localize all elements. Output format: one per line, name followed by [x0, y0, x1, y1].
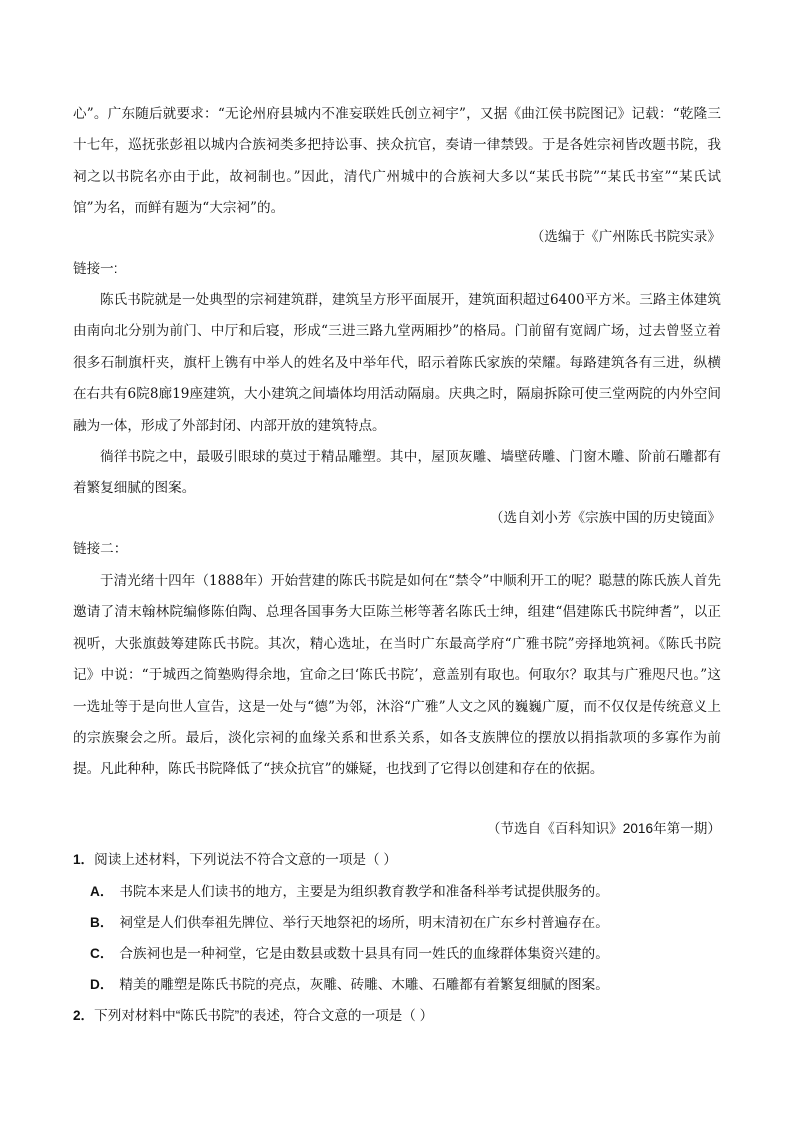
question-1 — [73, 850, 397, 870]
link1-paragraph-2: 徜徉书院之中，最吸引眼球的莫过于精品雕塑。其中，屋顶灰雕、墙壁砖雕、门窗木雕、阶前石雕都有着繁复细腻的图案。 — [73, 449, 721, 497]
option-b-text: 祠堂是人们供奉祖先牌位、举行天地祭祀的场所，明末清初在广东乡村普遍存在。 — [119, 915, 609, 930]
link1-paragraph-1: 陈氏书院就是一处典型的宗祠建筑群，建筑呈方形平面展开，建筑面积超过6400平方米。三路主体建筑由南向北分别为前门、中厅和后寝，形成“三进三路九堂两厢抄”的格局。门前留有宽阔广场，过去曾竖立着很多石制旗杆夹，旗杆上镌有中举人的姓名及中举年代，昭示着陈氏家族的荣耀。每路建筑各有三进，纵横在右共有6院8廊19座建筑，大小建筑之间墙体均用活动隔扇。庆典之时，隔扇拆除可使三堂两院的内外空间融为一体，形成了外部封闭、内部开放的建筑特点。 — [73, 292, 721, 434]
option-b-letter: B． — [90, 915, 114, 930]
option-d-letter: D． — [90, 977, 114, 992]
question-2-stem: 下列对材料中“陈氏书院”的表述，符合文意的一项是（ ） — [94, 1008, 434, 1023]
link1-source: （选自刘小芳《宗族中国的历史镜面》 — [489, 510, 721, 525]
intro-source: （选编于《广州陈氏书院实录》 — [530, 229, 721, 244]
question-2-number: 2． — [73, 1008, 95, 1023]
option-c — [90, 944, 609, 964]
option-a-letter: A． — [90, 884, 114, 899]
link2-source: （节选自《百科知识》2016年第一期） — [486, 821, 721, 836]
option-a-text: 书院本来是人们读书的地方，主要是为组织教育教学和准备科举考试提供服务的。 — [119, 884, 609, 899]
option-c-text: 合族祠也是一种祠堂，它是由数县或数十县具有同一姓氏的血缘群体集资兴建的。 — [119, 946, 609, 961]
link2-label: 链接二： — [73, 541, 128, 556]
link2-paragraph: 于清光绪十四年（1888年）开始营建的陈氏书院是如何在“禁令”中顺利开工的呢？聪慧的陈氏族人首先邀请了清末翰林院编修陈伯陶、总理各国事务大臣陈兰彬等著名陈氏士绅，组建“倡建陈氏书院绅耆”，以正视听，大张旗鼓筹建陈氏书院。其次，精心选址，在当时广东最高学府“广雅书院”旁择地筑祠。《陈氏书院记》中说：“于城西之简塾购得余地，宜命之曰‘陈氏书院’，意盖别有取也。何取尔？取其与广雅咫尺也。”这一选址等于是向世人宣告，这是一处与“德”为邻，沐浴“广雅”人文之风的巍巍广厦，而不仅仅是传统意义上的宗族聚会之所。最后，淡化宗祠的血缘关系和世系关系，如各支族牌位的摆放以捐指款项的多寡作为前提。凡此种种，陈氏书院降低了“挟众抗官”的嫌疑，也找到了它得以创建和存在的依据。 — [73, 573, 721, 778]
option-d — [90, 975, 609, 995]
question-1-stem: 阅读上述材料，下列说法不符合文意的一项是（ ） — [94, 852, 397, 867]
option-d-text: 精美的雕塑是陈氏书院的亮点，灰雕、砖雕、木雕、石雕都有着繁复细腻的图案。 — [119, 977, 609, 992]
option-c-letter: C． — [90, 946, 114, 961]
question-1-number: 1． — [73, 852, 95, 867]
question-2 — [73, 1006, 433, 1026]
option-a — [90, 882, 609, 902]
option-b — [90, 913, 609, 933]
intro-paragraph: 心”。广东随后就要求：“无论州府县城内不准妄联姓氏创立祠宇”，又据《曲江侯书院图记》记载：“乾隆三十七年，巡抚张彭祖以城内合族祠类多把持讼事、挟众抗官，奏请一律禁毁。于是各姓宗祠皆改题书院，我祠之以书院名亦由于此，故祠制也。”因此，清代广州城中的合族祠大多以“某氏书院”“某氏书室”“某氏试馆”为名，而鲜有题为“大宗祠”的。 — [73, 106, 721, 217]
link1-label: 链接一: — [73, 261, 118, 276]
